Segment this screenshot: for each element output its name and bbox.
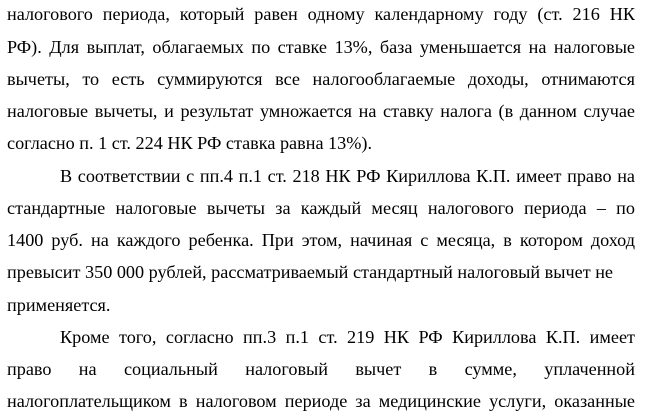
text-line: вычеты, то есть суммируются все налогооблагаемые доходы, отнимаются xyxy=(7,69,635,89)
paragraph-first-line: Кроме того, согласно пп.3 п.1 ст. 219 НК РФ Кириллова К.П. имеет xyxy=(60,327,635,347)
text-line: стандартные налоговые вычеты за каждый месяц налогового периода – по xyxy=(7,198,635,218)
text-line: согласно п. 1 ст. 224 НК РФ ставка равна 13%). xyxy=(7,133,373,153)
text-line: налогоплательщиком в налоговом периоде за медицинские услуги, оказанные xyxy=(7,391,635,411)
paragraph-first-line: В соответствии с пп.4 п.1 ст. 218 НК РФ Кириллова К.П. имеет право на xyxy=(60,166,635,186)
text-line: право на социальный налоговый вычет в сумме, уплаченной xyxy=(7,359,635,379)
text-line: 1400 руб. на каждого ребенка. При этом, начиная с месяца, в котором доход xyxy=(7,230,635,250)
text-line: налогового периода, который равен одному календарному году (ст. 216 НК xyxy=(7,4,635,24)
text-line: налоговые вычеты, и результат умножается на ставку налога (в данном случае xyxy=(7,101,635,121)
text-line: применяется. xyxy=(7,295,111,315)
text-line: превысит 350 000 рублей, рассматриваемый стандартный налоговый вычет не xyxy=(7,262,614,282)
text-line: РФ). Для выплат, облагаемых по ставке 13%, база уменьшается на налоговые xyxy=(7,37,635,57)
